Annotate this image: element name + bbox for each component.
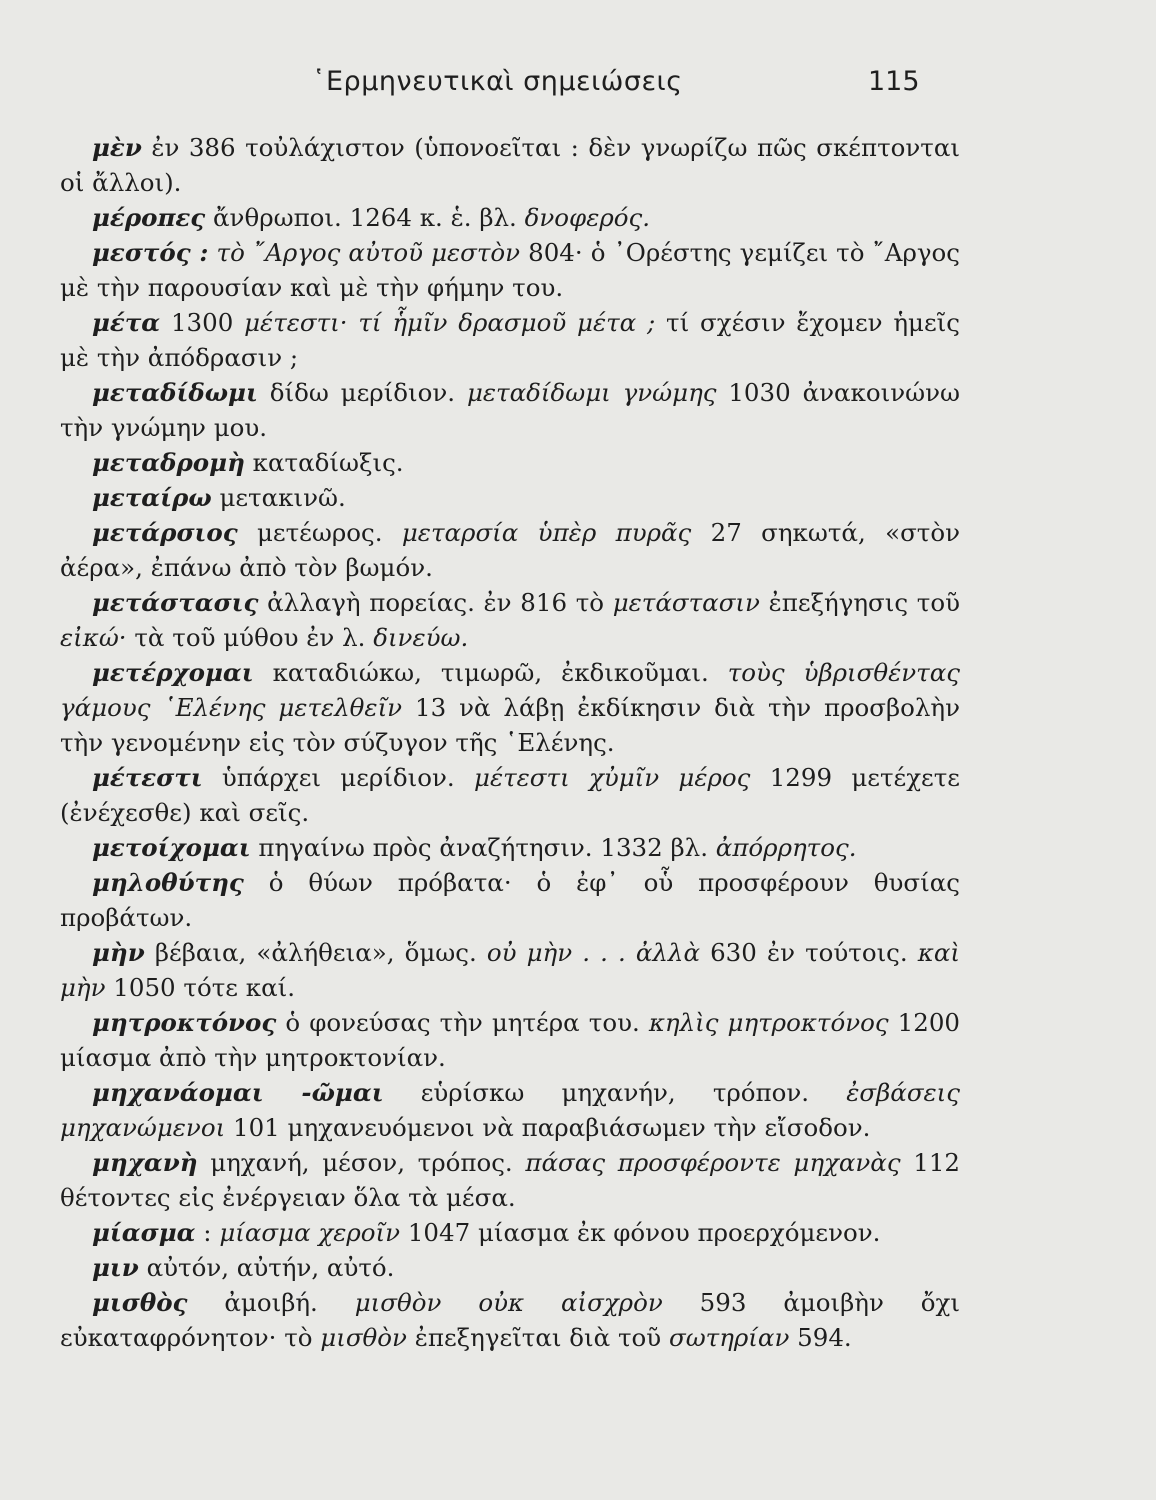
entry-text: ἀλλαγὴ πορείας. ἐν 816 τὸ [258,588,613,617]
quoted-phrase: μίασμα χεροῖν [219,1218,401,1247]
entry-text: καταδιώκω, τιμωρῶ, ἐκδικοῦμαι. [253,658,728,687]
glossary-entry [60,1250,960,1285]
headword: μεταίρω [92,483,212,512]
glossary-entry [60,830,960,865]
entry-text: ἐπεξήγησις τοῦ [759,588,960,617]
headword: μεταδρομὴ [92,448,245,477]
entry-text: 1050 τότε καί. [105,973,296,1002]
headword: μὴν [92,938,145,967]
entry-text: τὰ τοῦ μύθου ἐν λ. [126,623,374,652]
entry-text: πηγαίνω πρὸς ἀναζήτησιν. 1332 βλ. [250,833,716,862]
entry-text: 1047 μίασμα ἐκ φόνου προερχόμενον. [400,1218,881,1247]
quoted-phrase: μετάστασιν [612,588,760,617]
headword: μηχανάομαι -ῶμαι [92,1078,384,1107]
entry-text: βέβαια, «ἀλήθεια», ὅμως. [144,938,487,967]
entry-text: αὐτόν, αὐτήν, αὐτό. [138,1253,395,1282]
quoted-phrase: κηλὶς μητροκτόνος [648,1008,889,1037]
quoted-phrase: δνοφερός. [524,203,650,232]
headword: μέροπες [92,203,206,232]
glossary-entry [60,375,960,445]
entry-text: 1200 μίασμα ἀπὸ τὴν μητροκτονίαν. [60,1008,961,1072]
quoted-phrase: εἰκώ· [60,623,127,652]
entry-text: 1299 μετέχετε (ἐνέχεσθε) καὶ σεῖς. [60,763,960,827]
running-title: ῾Ερμηνευτικαὶ σημειώσεις [312,66,683,97]
headword: μεστός : [92,238,209,267]
glossary-entry [60,1285,960,1355]
glossary-entry [60,130,960,200]
glossary-entry [60,480,960,515]
headword: μισθὸς [92,1288,188,1317]
entry-text: ὑπάρχει μερίδιον. [202,763,475,792]
quoted-phrase: τὸ ῎Αργος αὐτοῦ μεστὸν [208,238,521,267]
glossary-entry [60,1145,960,1215]
glossary-entry [60,655,960,760]
quoted-phrase: μέτεστι χὐμῖν μέρος [474,763,751,792]
quoted-phrase: μισθὸν [320,1323,407,1352]
entry-text: 593 ἀμοιβὴν ὄχι εὐκαταφρόνητον· τὸ [60,1288,961,1352]
glossary-entry [60,1005,960,1075]
entry-text: 112 θέτοντες εἰς ἐνέργειαν ὅλα τὰ μέσα. [60,1148,960,1212]
entry-text: ὁ θύων πρόβατα· ὁ ἐφ᾿ οὗ προσφέρουν θυσίας προβάτων. [60,868,960,932]
headword: μὲν [92,133,142,162]
entry-text: ἄνθρωποι. 1264 κ. ἑ. βλ. [205,203,525,232]
running-head [0,64,1156,104]
entry-text: 630 ἐν τούτοις. [700,938,918,967]
quoted-phrase: μέτεστι· τί ἧμῖν δρασμοῦ μέτα ; [244,308,656,337]
quoted-phrase: μισθὸν οὐκ αἰσχρὸν [354,1288,663,1317]
headword: μητροκτόνος [92,1008,277,1037]
quoted-phrase: ἐσβάσεις μηχανώμενοι [60,1078,961,1142]
glossary-entry [60,585,960,655]
glossary-entry [60,865,960,935]
quoted-phrase: μεταρσία ὑπὲρ πυρᾶς [401,518,692,547]
page-number: 115 [868,66,920,97]
quoted-phrase: μεταδίδωμι γνώμης [466,378,717,407]
entry-text: ὁ φονεύσας τὴν μητέρα του. [276,1008,649,1037]
quoted-phrase: δινεύω. [373,623,469,652]
quoted-phrase: πάσας προσφέροντε μηχανὰς [525,1148,901,1177]
headword: μηχανὴ [92,1148,198,1177]
headword: μέτεστι [92,763,203,792]
headword: μιν [92,1253,139,1282]
headword: μετάρσιος [92,518,238,547]
quoted-phrase: σωτηρίαν [668,1323,790,1352]
glossary-entry [60,935,960,1005]
glossary-entry [60,445,960,480]
entry-text: ἀμοιβή. [187,1288,355,1317]
headword: μεταδίδωμι [92,378,258,407]
entry-text: 27 σηκωτά, «στὸν ἀέρα», ἐπάνω ἀπὸ τὸν βωμόν. [60,518,961,582]
glossary-entry [60,305,960,375]
headword: μέτα [92,308,161,337]
quoted-phrase: οὐ μὴν . . . ἀλλὰ [486,938,700,967]
headword: μετέρχομαι [92,658,254,687]
quoted-phrase: τοὺς ὑβρισθέντας γάμους ῾Ελένης μετελθεῖν [60,658,960,722]
entry-text: δίδω μερίδιον. [257,378,467,407]
entry-text: 594. [789,1323,852,1352]
entry-text: ἐπεξηγεῖται διὰ τοῦ [406,1323,669,1352]
entry-text: μηχανή, μέσον, τρόπος. [197,1148,526,1177]
entry-text: μετακινῶ. [211,483,346,512]
entry-text: τί σχέσιν ἔχομεν ἡμεῖς μὲ τὴν ἀπόδρασιν ; [60,308,960,372]
headword: μετάστασις [92,588,259,617]
entry-text: 1300 [160,308,245,337]
glossary-entry [60,760,960,830]
quoted-phrase: καὶ μὴν [60,938,960,1002]
entry-text: ἐν 386 τοὐλάχιστον (ὑπονοεῖται : δὲν γνωρίζω πῶς σκέπτονται οἱ ἄλλοι). [60,133,960,197]
entry-text: μετέωρος. [237,518,402,547]
glossary-entry [60,235,960,305]
glossary-entry [60,515,960,585]
glossary-entry [60,200,960,235]
entry-text: 1030 ἀνακοινώνω τὴν γνώμην μου. [60,378,960,442]
headword: μετοίχομαι [92,833,251,862]
entry-text: 13 νὰ λάβῃ ἐκδίκησιν διὰ τὴν προσβολὴν τὴν γενομένην εἰς τὸν σύζυγον τῆς ῾Ελένης. [60,693,960,757]
entry-text: εὑρίσκω μηχανήν, τρόπον. [383,1078,847,1107]
entry-text: καταδίωξις. [244,448,404,477]
entry-text: : [195,1218,220,1247]
headword: μηλοθύτης [92,868,244,897]
glossary-entry [60,1075,960,1145]
glossary-entry [60,1215,960,1250]
entry-text: 101 μηχανευόμενοι νὰ παραβιάσωμεν τὴν εἴσοδον. [225,1113,871,1142]
glossary-entries [60,130,960,1355]
quoted-phrase: ἀπόρρητος. [715,833,857,862]
headword: μίασμα [92,1218,196,1247]
entry-text: 804· ὁ ᾿Ορέστης γεμίζει τὸ ῎Αργος μὲ τὴν παρουσίαν καὶ μὲ τὴν φήμην του. [60,238,960,302]
